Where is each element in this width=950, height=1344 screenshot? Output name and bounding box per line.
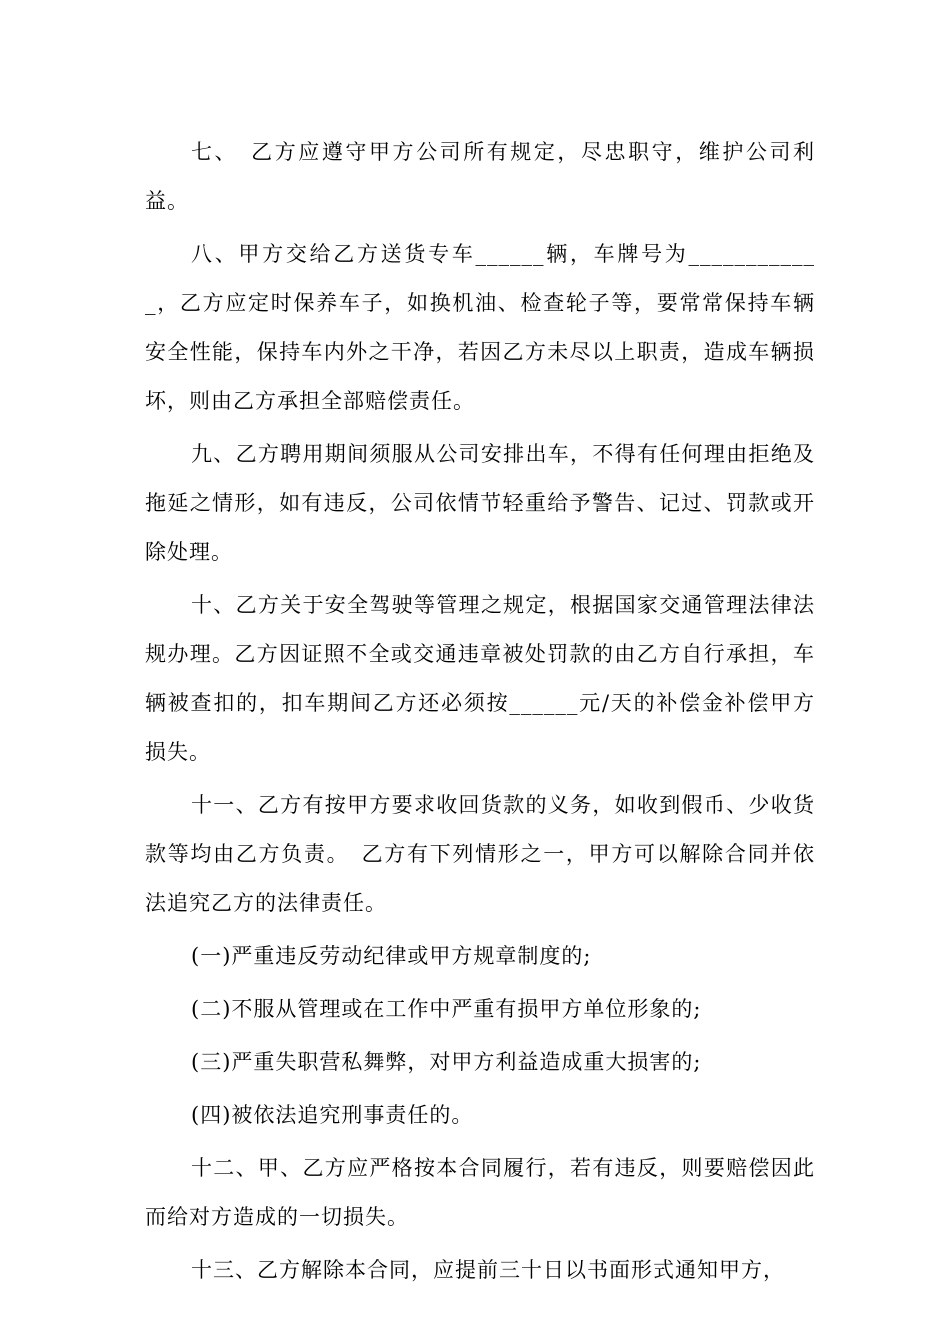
clause-11-item-3: (三)严重失职营私舞弊，对甲方利益造成重大损害的;: [191, 1050, 702, 1074]
clause-11-item-4: (四)被依法追究刑事责任的。: [191, 1103, 474, 1127]
clause-13: 十三、乙方解除本合同，应提前三十日以书面形式通知甲方，: [191, 1258, 785, 1282]
clause-12: 十二、甲、乙方应严格按本合同履行，若有违反，则要赔偿因此而给对方造成的一切损失。: [145, 1156, 815, 1229]
clause-7: 七、 乙方应遵守甲方公司所有规定，尽忠职守，维护公司利益。: [145, 140, 815, 213]
clause-11-item-2: (二)不服从管理或在工作中严重有损甲方单位形象的;: [191, 997, 702, 1021]
clause-11-item-1: (一)严重违反劳动纪律或甲方规章制度的;: [191, 944, 592, 968]
document-body: [145, 128, 815, 1295]
clause-8: 八、甲方交给乙方送货专车______辆，车牌号为____________，乙方应定时保养车子，如换机油、检查轮子等，要常常保持车辆安全性能，保持车内外之干净，若因乙方未尽以上职责，造成车辆损坏，则由乙方承担全部赔偿责任。: [145, 242, 815, 413]
clause-9: 九、乙方聘用期间须服从公司安排出车，不得有任何理由拒绝及拖延之情形，如有违反，公司依情节轻重给予警告、记过、罚款或开除处理。: [145, 442, 815, 564]
clause-10: 十、乙方关于安全驾驶等管理之规定，根据国家交通管理法律法规办理。乙方因证照不全或交通违章被处罚款的由乙方自行承担，车辆被查扣的，扣车期间乙方还必须按______元/天的补偿金补偿甲方损失。: [145, 593, 815, 764]
clause-11: 十一、乙方有按甲方要求收回货款的义务，如收到假币、少收货款等均由乙方负责。 乙方有下列情形之一，甲方可以解除合同并依法追究乙方的法律责任。: [145, 793, 815, 915]
